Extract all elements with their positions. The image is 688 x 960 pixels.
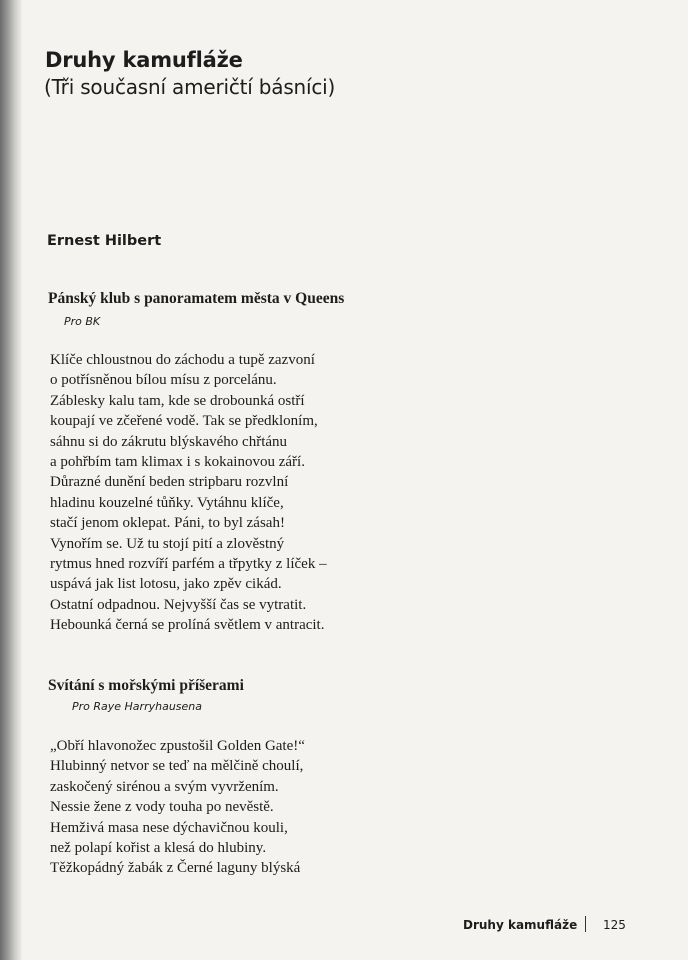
poem-2-dedication: Pro Raye Harryhausena [72, 700, 203, 713]
poem-line: o potřísněnou bílou mísu z porcelánu. [50, 372, 277, 389]
author-name: Ernest Hilbert [47, 233, 162, 249]
poem-line: Hebounká černá se prolíná světlem v antracit. [50, 617, 325, 634]
page-subtitle: (Tři současní američtí básníci) [44, 75, 336, 99]
poem-line: než polapí kořist a klesá do hlubiny. [50, 840, 267, 857]
poem-line: Hemživá masa nese dýchavičnou kouli, [50, 819, 288, 836]
poem-2-title: Svítání s mořskými příšerami [48, 677, 244, 694]
poem-line: Vynořím se. Už tu stojí pití a zlověstný [50, 535, 285, 552]
poem-1-dedication: Pro BK [64, 315, 101, 328]
poem-line: hladinu kouzelné tůňky. Vytáhnu klíče, [50, 494, 284, 511]
poem-1-verses [50, 350, 327, 636]
poem-line: stačí jenom oklepat. Páni, to byl zásah! [50, 515, 285, 532]
page-title: Druhy kamufláže [45, 48, 243, 72]
poem-line: Ostatní odpadnou. Nejvyšší čas se vytratit. [50, 596, 307, 613]
poem-2-verses [50, 736, 305, 879]
page-number: 125 [603, 918, 626, 932]
poem-line: rytmus hned rozvíří parfém a třpytky z líček – [50, 556, 327, 573]
poem-line: a pohřbím tam klimax i s kokainovou září. [50, 454, 305, 471]
poem-line: Záblesky kalu tam, kde se drobounká ostří [50, 392, 305, 409]
poem-line: Důrazné dunění beden stripbaru rozvlní [50, 474, 289, 491]
poem-line: koupají ve zčeřené vodě. Tak se předkloním, [50, 413, 318, 430]
poem-line: Hlubinný netvor se teď na mělčině choulí, [50, 758, 304, 775]
poem-line: Těžkopádný žabák z Černé laguny blýská [50, 860, 301, 877]
poem-line: Nessie žene z vody touha po nevěstě. [50, 799, 274, 816]
footer-separator [585, 916, 586, 932]
poem-1-title: Pánský klub s panoramatem města v Queens [48, 290, 345, 307]
poem-line: sáhnu si do zákrutu blýskavého chřtánu [50, 433, 288, 450]
poem-line: uspává jak list lotosu, jako zpěv cikád. [50, 576, 282, 593]
poem-line: zaskočený sirénou a svým vyvržením. [50, 778, 279, 795]
poem-line: Klíče chloustnou do záchodu a tupě zazvoní [50, 352, 315, 368]
running-footer-title: Druhy kamufláže [463, 918, 578, 932]
poem-line: „Obří hlavonožec zpustošil Golden Gate!“ [50, 738, 305, 754]
